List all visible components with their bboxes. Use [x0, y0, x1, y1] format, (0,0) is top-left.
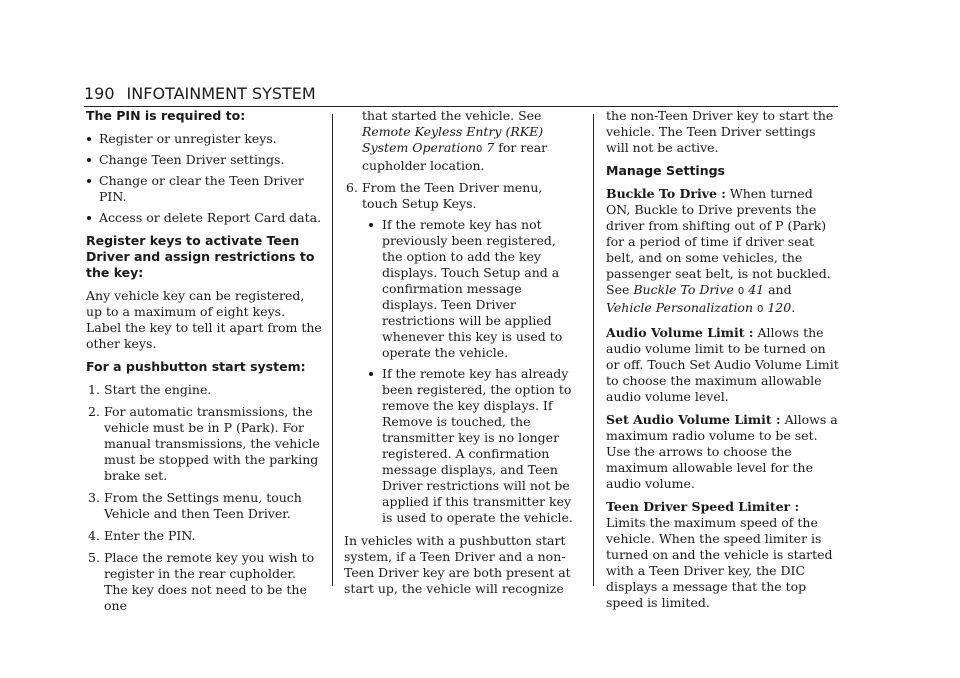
- step-item: 4. Enter the PIN.: [88, 528, 196, 543]
- step-item: 6. From the Teen Driver menu, touch Setup Keys. If the remote key has not previously been registered, the option to add the key displays. Touch Setup and a confirmation message displays. Teen Driver restrictions will be applied whenever this key is used to operate the vehicle. If the remote key has already been registered, the option to remove the key displays. If Remove is touched, the transmitter key is no longer registered. A confirmation message displays, and Teen Driver restrictions will not be applied if this transmitter key is used to operate the vehicle.: [344, 180, 580, 526]
- setting-buckle-to-drive: Buckle To Drive : When turned ON, Buckle to Drive prevents the driver from shifting out of P (Park) for a period of time if driver seat belt, and on some vehicles, the passenger seat belt, is not buckled. See Buckle To Drive 0 41 and Vehicle Personalization 0 120.: [606, 186, 831, 315]
- paragraph-register: Any vehicle key can be registered, up to a maximum of eight keys. Label the key to tell it apart from the other keys.: [86, 288, 322, 351]
- page-reference[interactable]: 120: [767, 300, 792, 315]
- page-header: [84, 84, 838, 107]
- heading-pin-required: The PIN is required to:: [86, 108, 246, 123]
- heading-pushbutton: For a pushbutton start system:: [86, 359, 306, 374]
- column-middle: [344, 108, 580, 604]
- steps-list-continued: [344, 108, 580, 526]
- list-item: If the remote key has already been registered, the option to remove the key displays. If Remove is touched, the transmitter key is no longer registered. A confirmation message displays, and Teen Driver restrictions will not be applied if this transmitter key is used to operate the vehicle.: [362, 366, 580, 526]
- cross-reference-link[interactable]: Remote Keyless Entry (RKE) System Operation: [362, 124, 544, 155]
- cross-reference-link[interactable]: Vehicle Personalization: [606, 300, 753, 315]
- page-number: 190: [84, 84, 115, 103]
- setting-set-audio-volume-limit: Set Audio Volume Limit : Allows a maximum radio volume to be set. Use the arrows to choose the maximum allowable level for the audio volume.: [606, 412, 838, 491]
- list-item: Register or unregister keys.: [86, 131, 322, 147]
- steps-list: [86, 382, 322, 614]
- heading-manage-settings: Manage Settings: [606, 163, 725, 178]
- column-divider: [593, 114, 594, 586]
- page-arrow-icon: 0: [475, 144, 483, 155]
- section-title: INFOTAINMENT SYSTEM: [126, 84, 316, 103]
- list-item: Change Teen Driver settings.: [86, 152, 322, 168]
- step-item-continued: that started the vehicle. See Remote Keyless Entry (RKE) System Operation0 7 for rear cupholder location.: [362, 108, 548, 173]
- column-right: [606, 108, 840, 618]
- pin-list: [86, 131, 322, 226]
- paragraph-pushbutton: In vehicles with a pushbutton start system, if a Teen Driver and a non-Teen Driver key are both present at start up, the vehicle will recognize: [344, 533, 571, 596]
- list-item: Access or delete Report Card data.: [86, 210, 322, 226]
- step-item: 3. From the Settings menu, touch Vehicle and then Teen Driver.: [88, 490, 302, 521]
- paragraph-continued: the non-Teen Driver key to start the vehicle. The Teen Driver settings will not be active.: [606, 108, 834, 155]
- setting-audio-volume-limit: Audio Volume Limit : Allows the audio volume limit to be turned on or off. Touch Set Audio Volume Limit to choose the maximum allowable audio volume level.: [606, 325, 839, 404]
- step-item: 2. For automatic transmissions, the vehicle must be in P (Park). For manual transmissions, the vehicle must be stopped with the parking brake set.: [88, 404, 320, 483]
- step-item: 5. Place the remote key you wish to register in the rear cupholder. The key does not need to be the one: [88, 550, 315, 613]
- page-arrow-icon: 0: [756, 304, 764, 315]
- list-item: If the remote key has not previously been registered, the option to add the key displays. Touch Setup and a confirmation message displays. Teen Driver restrictions will be applied whenever this key is used to operate the vehicle.: [362, 217, 580, 361]
- cross-reference-link[interactable]: Buckle To Drive: [633, 282, 734, 297]
- heading-register-keys: Register keys to activate Teen Driver and assign restrictions to the key:: [86, 233, 315, 280]
- column-left: [86, 108, 322, 621]
- setting-teen-driver-speed-limiter: Teen Driver Speed Limiter : Limits the maximum speed of the vehicle. When the speed limiter is turned on and the vehicle is started with a Teen Driver key, the DIC displays a message that the top speed is limited.: [606, 499, 833, 610]
- page-reference[interactable]: 41: [748, 282, 765, 297]
- page-arrow-icon: 0: [737, 286, 745, 297]
- list-item: Change or clear the Teen Driver PIN.: [86, 173, 322, 205]
- step6-sublist: [362, 217, 580, 526]
- page-reference[interactable]: 7: [486, 140, 495, 155]
- step-item: 1. Start the engine.: [88, 382, 212, 397]
- column-divider: [332, 114, 333, 586]
